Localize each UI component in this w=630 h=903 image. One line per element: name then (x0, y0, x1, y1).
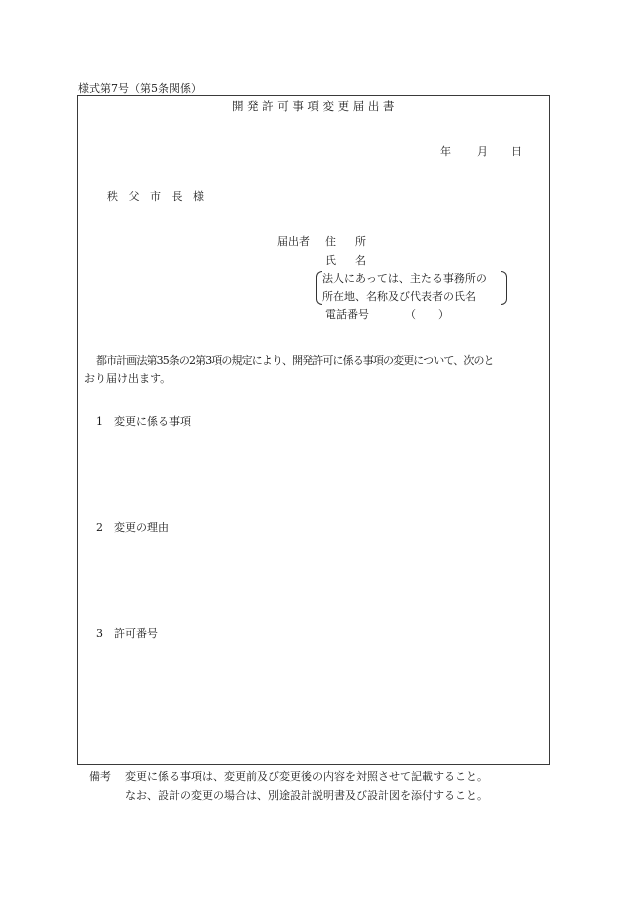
item-number: 3 (96, 627, 103, 640)
remarks-line1: 変更に係る事項は、変更前及び変更後の内容を対照させて記載すること。 (125, 770, 488, 783)
name-label: 氏名 (325, 254, 385, 267)
remarks-label: 備考 (89, 770, 111, 783)
form-title: 開発許可事項変更届出書 (231, 99, 399, 113)
bracket-right (501, 271, 507, 305)
date-day-label: 日 (511, 145, 522, 158)
form-number-label: 様式第7号（第5条関係） (78, 82, 202, 95)
item-label: 変更に係る事項 (114, 415, 191, 428)
phone-label: 電話番号 (325, 308, 369, 321)
item-number: 1 (96, 415, 103, 428)
addressee: 秩父市長様 (107, 190, 215, 203)
address-label: 住所 (325, 235, 385, 248)
date-year-label: 年 (440, 145, 451, 158)
item-label: 変更の理由 (114, 521, 169, 534)
corp-note-line1: 法人にあっては、主たる事務所の (322, 272, 487, 285)
notifier-label: 届出者 (277, 235, 310, 248)
body-text-line2: おり届け出ます。 (84, 372, 172, 385)
phone-parentheses: （ ） (405, 308, 449, 321)
date-month-label: 月 (477, 145, 488, 158)
item-label: 許可番号 (114, 627, 158, 640)
corp-note-line2: 所在地、名称及び代表者の氏名 (322, 290, 476, 303)
item-number: 2 (96, 521, 103, 534)
body-text-line1: 都市計画法第35条の2第3項の規定により、開発許可に係る事項の変更について、次のと (96, 354, 494, 367)
remarks-line2: なお、設計の変更の場合は、別途設計説明書及び設計図を添付すること。 (125, 789, 488, 802)
